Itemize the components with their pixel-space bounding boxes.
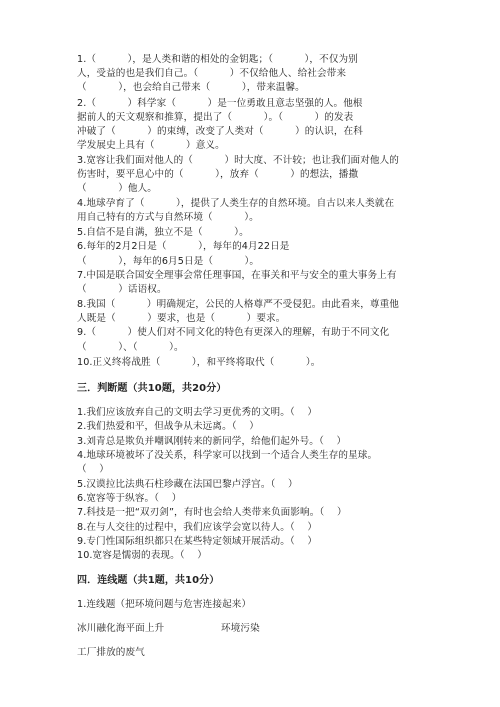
fill-line: 人既是（ ）要求，也是（ ）要求。 [77, 313, 286, 324]
judge-item: 10.宽容是懦弱的表现。（ ） [77, 550, 207, 561]
fill-line: 用自己特有的方式与自然环境（ ）。 [77, 212, 259, 223]
connect-left-item: 工厂排放的废气 [77, 647, 145, 658]
judge-item: 6.宽容等于纵容。（ ） [77, 493, 182, 504]
fill-line: 4.地球孕育了（ ），提供了人类生存的自然环境。自古以来人类就在 [77, 198, 395, 209]
fill-line: 据前人的天文观察和推算，提出了（ ）。（ ）的发表 [77, 112, 354, 123]
judge-item: 2.我们热爱和平，但战争从未远离。（ ） [77, 421, 259, 432]
fill-line: （ ），也会给自己带来（ ），带来温馨。 [77, 82, 305, 93]
connect-section-heading: 四．连线题（共1题，共10分） [77, 575, 220, 586]
fill-line: 5.自信不是自满，独立不是（ ）。 [77, 227, 249, 238]
judge-item: 8.在与人交往的过程中，我们应该学会宽以待人。（ ） [77, 522, 318, 533]
fill-line: （ ）他人。 [77, 183, 157, 194]
fill-line: 6.每年的2月2日是（ ），每年的4月22日是 [77, 241, 290, 252]
judge-item: 1.我们应该放弃自己的文明去学习更优秀的文明。（ ） [77, 407, 318, 418]
fill-line: 10.正义终将战胜（ ），和平终将取代（ ）。 [77, 357, 321, 368]
fill-line: 2.（ ）科学家（ ）是一位勇敢且意志坚强的人。他根 [77, 98, 363, 109]
fill-line: 学发展史上具有（ ）意义。 [77, 140, 225, 151]
fill-line: 伤害时，要平息心中的（ ），放弃（ ）的想法，播撒 [77, 169, 359, 180]
judge-item: 4.地球环境被坏了没关系，科学家可以找到一个适合人类生存的星球。 [77, 450, 378, 461]
judge-item: 5.汉谟拉比法典石柱珍藏在法国巴黎卢浮宫。（ ） [77, 479, 298, 490]
fill-line: 冲破了（ ）的束缚，改变了人类对（ ）的认识，在科 [77, 126, 363, 137]
fill-line: （ ）、（ ）。 [77, 342, 184, 353]
connect-prompt: 1.连线题（把环境问题与危害连接起来） [77, 599, 252, 610]
judge-item: 7.科技是一把“双刃剑”，有时也会给人类带来负面影响。（ ） [77, 507, 347, 518]
fill-line: 9.（ ）使人们对不同文化的特色有更深入的理解，有助于不同文化 [77, 327, 390, 338]
fill-line: 人，受益的也是我们自己。（ ）不仅给他人、给社会带来 [77, 68, 347, 79]
fill-line: （ ）话语权。 [77, 284, 167, 295]
connect-left-item: 冰川融化海平面上升 [77, 623, 165, 634]
fill-line: 3.宽容让我们面对他人的（ ）时大度、不计较；也让我们面对他人的 [77, 155, 399, 166]
judge-section-heading: 三．判断题（共10题，共20分） [77, 383, 227, 394]
fill-line: 7.中国是联合国安全理事会常任理事国，在事关和平与安全的重大事务上有 [77, 270, 397, 281]
connect-right-item: 环境污染 [221, 623, 260, 634]
judge-item: 9.专门性国际组织都只在某些特定领域开展活动。（ ） [77, 536, 318, 547]
fill-line: （ ），每年的6月5日是（ ）。 [77, 256, 260, 267]
judge-item: （ ） [77, 464, 109, 475]
fill-line: 8.我国（ ）明确规定，公民的人格尊严不受侵犯。由此看来，尊重他 [77, 299, 399, 310]
judge-item: 3.刘青总是欺负并嘲讽刚转来的新同学，给他们起外号。（ ） [77, 436, 347, 447]
fill-line: 1.（ ），是人类和谐的相处的金钥匙；（ ），不仅为别 [77, 54, 358, 65]
